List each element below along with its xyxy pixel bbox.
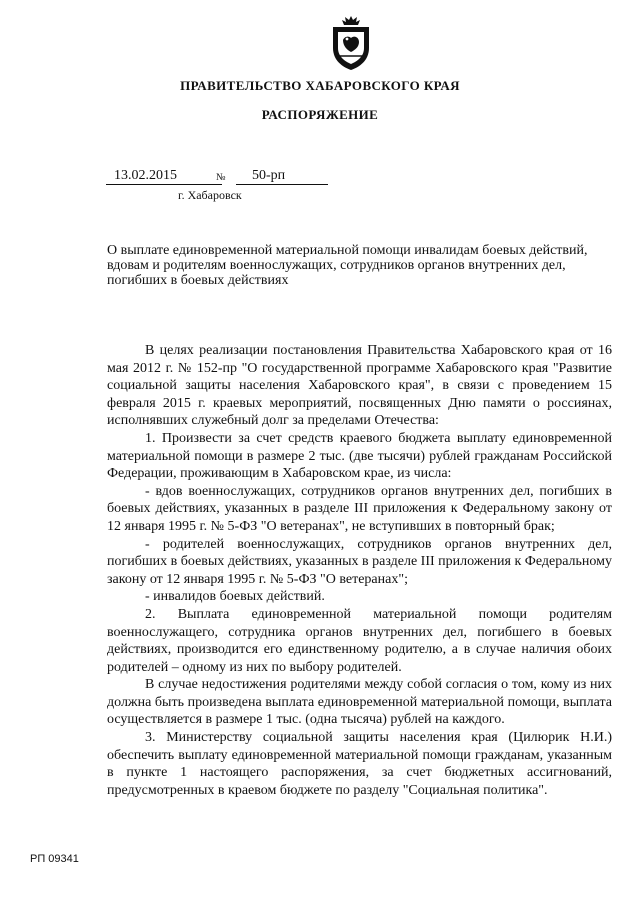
- number-sign: №: [216, 172, 226, 183]
- paragraph: - родителей военнослужащих, сотрудников органов внутренних дел, погибших в боевых действиях, указанных в разделе III приложения к Федеральному закону от 12 января 1995 г. № 5-ФЗ "О ветеранах";: [107, 536, 612, 587]
- document-code: РП 09341: [30, 853, 79, 865]
- document-date: 13.02.2015: [114, 168, 177, 183]
- city-label: г. Хабаровск: [178, 188, 242, 202]
- coat-of-arms-emblem: [328, 14, 374, 72]
- document-type: РАСПОРЯЖЕНИЕ: [261, 107, 379, 122]
- paragraph: В целях реализации постановления Правительства Хабаровского края от 16 мая 2012 г. № 152-пр "О государственной программе Хабаровского края "Развитие социальной защиты населения Хабаровского края", в связи с проведением 15 февраля 2015 г. краевых мероприятий, посвященных Дню памяти о россиянах, исполнявших служебный долг за пределами Отечества:: [107, 343, 612, 429]
- document-number: 50-рп: [252, 168, 286, 183]
- number-underline: [236, 184, 328, 185]
- paragraph: 3. Министерству социальной защиты населения края (Цилюрик Н.И.) обеспечить выплату единовременной материальной помощи гражданам, указанным в пункте 1 настоящего распоряжения, за счет бюджетных ассигнований, предусмотренных в краевом бюджете по разделу "Социальная политика".: [107, 730, 612, 798]
- government-title: ПРАВИТЕЛЬСТВО ХАБАРОВСКОГО КРАЯ: [180, 78, 460, 93]
- document-subject: О выплате единовременной материальной помощи инвалидам боевых действий, вдовам и родителям военнослужащих, сотрудников органов внутренних дел, погибших в боевых действиях: [107, 243, 588, 288]
- paragraph: - вдов военнослужащих, сотрудников органов внутренних дел, погибших в боевых действиях, указанных в разделе III приложения к Федеральному закону от 12 января 1995 г. № 5-ФЗ "О ветеранах", не вступивших в повторный брак;: [107, 483, 612, 534]
- paragraph: 2. Выплата единовременной материальной помощи родителям военнослужащего, сотрудника органов внутренних дел, погибшего в боевых действиях, производится его единственному родителю, а в случае наличия обоих родителей – одному из них по выбору родителей.: [107, 606, 612, 675]
- document-body: [107, 342, 612, 799]
- paragraph: - инвалидов боевых действий.: [145, 589, 325, 605]
- date-underline: [106, 184, 222, 185]
- paragraph: 1. Произвести за счет средств краевого бюджета выплату единовременной материальной помощи в размере 2 тыс. (две тысячи) рублей гражданам Российской Федерации, проживающим в Хабаровском крае, из числа:: [107, 430, 612, 482]
- paragraph: В случае недостижения родителями между собой согласия о том, кому из них должна быть произведена выплата единовременной материальной помощи, выплата осуществляется в размере 1 тыс. (одна тысяча) рублей на каждого.: [107, 677, 612, 728]
